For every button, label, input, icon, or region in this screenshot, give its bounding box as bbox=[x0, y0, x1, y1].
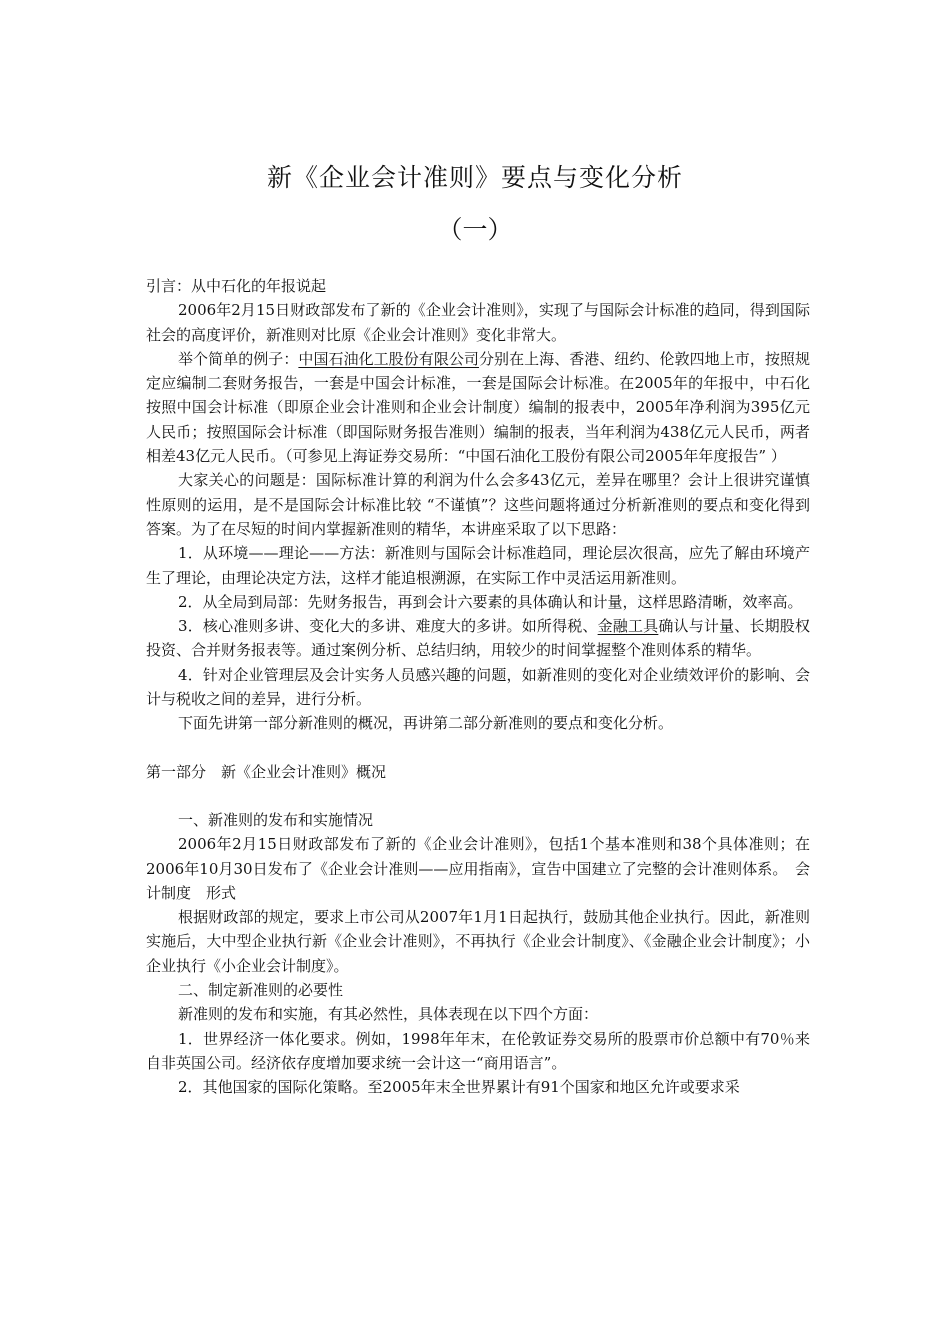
page-title: 新《企业会计准则》要点与变化分析 bbox=[266, 163, 683, 192]
document-body bbox=[146, 274, 810, 1100]
list-item-3-rest: 确认与计量、长期股权投资、合并财务报表等。通过案例分析、总结归纳，用较少的时间掌握整个准则体系的精华。 bbox=[146, 617, 810, 660]
paragraph-2-lead: 举个简单的例子： bbox=[178, 349, 299, 368]
paragraph-5: 2006年2月15日财政部发布了新的《企业会计准则》，包括1个基本准则和38个具体准则；在2006年10月30日发布了《企业会计准则——应用指南》，宣告中国建立了完整的会计准则体系。 会计制度 形式 bbox=[146, 835, 810, 902]
list-item-1: 1．从环境——理论——方法：新准则与国际会计标准趋同，理论层次很高，应先了解由环境产生了理论，由理论决定方法，这样才能追根溯源，在实际工作中灵活运用新准则。 bbox=[146, 544, 810, 587]
spacer bbox=[146, 784, 810, 808]
list-item-5: 1．世界经济一体化要求。例如，1998年年末，在伦敦证券交易所的股票市价总额中有70％来自非英国公司。经济依存度增加要求统一会计这一“商用语言”。 bbox=[146, 1029, 810, 1072]
paragraph-1: 2006年2月15日财政部发布了新的《企业会计准则》，实现了与国际会计标准的趋同，得到国际社会的高度评价，新准则对比原《企业会计准则》变化非常大。 bbox=[146, 301, 810, 344]
paragraph-2-rest: 分别在上海、香港、纽约、伦敦四地上市，按照规定应编制二套财务报告，一套是中国会计标准，一套是国际会计标准。在2005年的年报中，中石化按照中国会计标准（即原企业会计准则和企业会计制度）编制的报表中，2005年净利润为395亿元人民币；按照国际会计标准（即国际财务报告准则）编制的报表，当年利润为438亿元人民币，两者相差43亿元人民币。（可参见上海证券交易所：“中国石油化工股份有限公司2005年年度报告” ） bbox=[146, 349, 810, 466]
section-1-heading: 一、新准则的发布和实施情况 bbox=[178, 810, 374, 829]
part-1-heading: 第一部分 新《企业会计准则》概况 bbox=[146, 762, 387, 781]
spacer bbox=[146, 736, 810, 760]
paragraph-3: 大家关心的问题是：国际标准计算的利润为什么会多43亿元，差异在哪里？会计上很讲究谨慎性原则的运用，是不是国际会计标准比较 “不谨慎”？这些问题将通过分析新准则的要点和变化得到答案。为了在尽短的时间内掌握新准则的精华，本讲座采取了以下思路： bbox=[146, 471, 810, 538]
list-item-2: 2．从全局到局部：先财务报告，再到会计六要素的具体确认和计量，这样思路清晰，效率高。 bbox=[178, 592, 803, 611]
section-2-heading: 二、制定新准则的必要性 bbox=[178, 981, 344, 1000]
financial-instruments-link[interactable]: 金融工具 bbox=[597, 617, 659, 636]
list-item-3 bbox=[146, 614, 810, 663]
paragraph-4: 下面先讲第一部分新准则的概况，再讲第二部分新准则的要点和变化分析。 bbox=[178, 714, 674, 733]
list-item-3-lead: 3．核心准则多讲、变化大的多讲、难度大的多讲。如所得税、 bbox=[178, 617, 598, 636]
list-item-6: 2．其他国家的国际化策略。至2005年末全世界累计有91个国家和地区允许或要求采 bbox=[178, 1078, 740, 1097]
intro-heading: 引言：从中石化的年报说起 bbox=[146, 277, 327, 295]
sinopec-link[interactable]: 中国石油化工股份有限公司 bbox=[298, 349, 479, 368]
paragraph-7: 新准则的发布和实施，有其必然性，具体表现在以下四个方面： bbox=[178, 1005, 599, 1024]
page-subtitle: （一） bbox=[437, 215, 513, 244]
paragraph-6: 根据财政部的规定，要求上市公司从2007年1月1日起执行，鼓励其他企业执行。因此，新准则实施后，大中型企业执行新《企业会计准则》，不再执行《企业会计制度》、《金融企业会计制度》；小企业执行《小企业会计制度》。 bbox=[146, 908, 810, 975]
list-item-4: 4．针对企业管理层及会计实务人员感兴趣的问题，如新准则的变化对企业绩效评价的影响、会计与税收之间的差异，进行分析。 bbox=[146, 665, 810, 709]
paragraph-2 bbox=[146, 347, 810, 468]
